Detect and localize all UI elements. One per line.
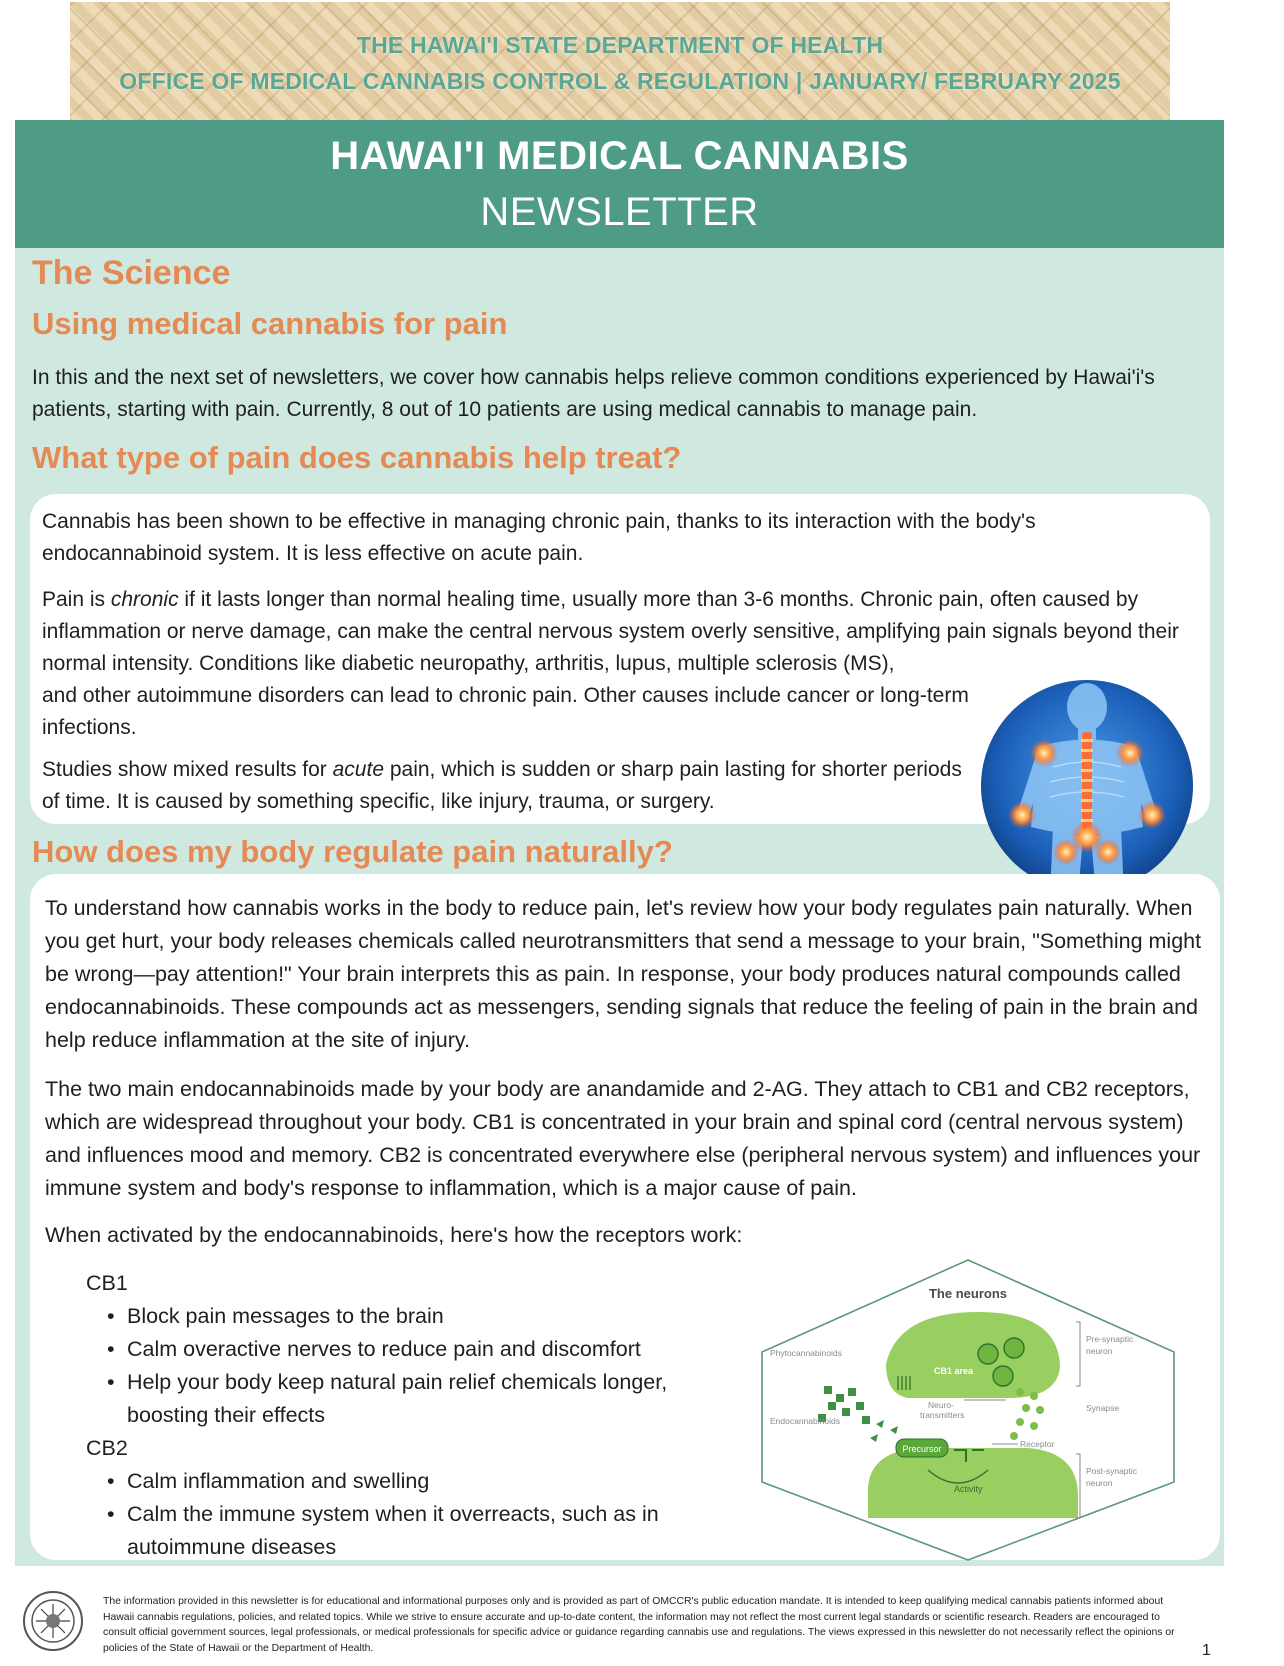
receptor-label: Receptor: [1020, 1439, 1055, 1449]
acute-pre-text: Studies show mixed results for: [42, 758, 333, 781]
precursor-label: Precursor: [902, 1444, 942, 1454]
office-issue-line: OFFICE OF MEDICAL CANNABIS CONTROL & REGULATION | JANUARY/ FEBRUARY 2025: [119, 68, 1121, 94]
neurotransmitters-label-2: transmitters: [920, 1410, 965, 1420]
postsynaptic-label-1: Post-synaptic: [1086, 1466, 1138, 1476]
pain-type-heading: What type of pain does cannabis help treat?: [32, 440, 682, 475]
newsletter-title: HAWAI'I MEDICAL CANNABIS: [330, 134, 909, 178]
list-item: • Help your body keep natural pain relief chemicals longer, boosting their effects: [105, 1366, 725, 1432]
chronic-emphasis: chronic: [110, 588, 179, 611]
cb1-area-label: CB1 area: [934, 1366, 974, 1376]
chronic-pain-paragraph-end: and other autoimmune disorders can lead to chronic pain. Other causes include cancer or long-term infections.: [42, 684, 969, 739]
body-pain-illustration: [978, 677, 1196, 895]
state-seal-icon: [22, 1590, 84, 1652]
postsynaptic-label-2: neuron: [1086, 1478, 1113, 1488]
department-name: THE HAWAI'I STATE DEPARTMENT OF HEALTH: [356, 32, 884, 58]
regulation-paragraph-1: To understand how cannabis works in the body to reduce pain, let's review how your body regulates pain naturally. When you get hurt, your body releases chemicals called neurotransmitters that send a message to your brain, "Something might be wrong—pay attention!" Your brain interprets this as pain. In response, your body produces natural compounds called endocannabinoids. These compounds act as messengers, sending signals that reduce the feeling of pain in the brain and help reduce inflammation at the site of injury.: [45, 896, 1202, 1052]
acute-emphasis: acute: [332, 758, 384, 781]
cb1-list: [105, 1300, 725, 1432]
intro-paragraph: In this and the next set of newsletters, we cover how cannabis helps relieve common conditions experienced by Hawai'i's patients, starting with pain. Currently, 8 out of 10 patients are using medical cannabis to manage pain.: [32, 366, 1155, 421]
chronic-pain-paragraph: [42, 584, 1192, 680]
regulation-paragraph-2: The two main endocannabinoids made by your body are anandamide and 2-AG. They attach to CB1 and CB2 receptors, which are widespread throughout your body. CB1 is concentrated in your brain and spinal cord (central nervous system) and influences mood and memory. CB2 is concentrated everywhere else (peripheral nervous system) and influences your immune system and body's response to inflammation, which is a major cause of pain.: [45, 1077, 1201, 1200]
neurotransmitters-label-1: Neuro-: [928, 1400, 954, 1410]
regulation-paragraph-3: When activated by the endocannabinoids, here's how the receptors work:: [45, 1223, 743, 1247]
presynaptic-label-1: Pre-synaptic: [1086, 1334, 1134, 1344]
footer-disclaimer: The information provided in this newsletter is for educational and informational purposes only and is provided as part of OMCCR's public education mandate. It is intended to keep qualifying medical cannabis patients informed about Hawaii cannabis regulations, policies, and related topics. While we strive to ensure accurate and up-to-date content, the information may not reflect the most current legal standards or scientific research. Readers are encouraged to consult official government sources, legal professionals, or medical professionals for specific advice or guidance regarding cannabis use and regulations. The views expressed in this newsletter do not necessarily reflect the opinions or policies of the State of Hawaii or the Department of Health.: [103, 1596, 1175, 1654]
postsynaptic-shape: [868, 1448, 1078, 1518]
page-number: 1: [1202, 1642, 1211, 1659]
list-item: • Calm the immune system when it overreacts, such as in autoimmune diseases: [105, 1498, 725, 1564]
synapse-label: Synapse: [1086, 1403, 1120, 1413]
cb2-label: CB2: [86, 1436, 128, 1460]
acute-pain-paragraph: [42, 754, 972, 818]
article-title: Using medical cannabis for pain: [32, 306, 508, 341]
pain-type-paragraph-1: Cannabis has been shown to be effective in managing chronic pain, thanks to its interaction with the body's endocannabinoid system. It is less effective on acute pain.: [42, 510, 1036, 565]
list-item: • Calm overactive nerves to reduce pain and discomfort: [105, 1333, 725, 1366]
header-banner: [70, 2, 1170, 120]
phytocannabinoids-label: Phytocannabinoids: [770, 1348, 842, 1358]
list-item: • Block pain messages to the brain: [105, 1300, 725, 1333]
neurons-diagram: [758, 1256, 1178, 1564]
activity-label: Activity: [954, 1484, 983, 1494]
endocannabinoids-label: Endocannabinoids: [770, 1416, 840, 1426]
chronic-pre-text: Pain is: [42, 588, 111, 611]
presynaptic-label-2: neuron: [1086, 1346, 1113, 1356]
section-title-science: The Science: [32, 254, 231, 292]
cb1-label: CB1: [86, 1271, 128, 1295]
cb2-list: [105, 1465, 725, 1564]
diagram-title: The neurons: [928, 1286, 1008, 1301]
newsletter-subtitle: NEWSLETTER: [480, 190, 759, 234]
chronic-post-text: if it lasts longer than normal healing time, usually more than 3-6 months. Chronic pain, often caused by inflammation or nerve damage, can make the central nervous system overly sensitive, amplifying pain signals beyond their normal intensity. Conditions like diabetic neuropathy, arthritis, lupus, multiple sclerosis (MS),: [42, 588, 1179, 675]
list-item: • Calm inflammation and swelling: [105, 1465, 725, 1498]
acute-post-text: pain, which is sudden or sharp pain lasting for shorter periods of time. It is caused by something specific, like injury, trauma, or surgery.: [42, 758, 962, 813]
regulation-heading: How does my body regulate pain naturally?: [32, 834, 673, 869]
newsletter-title-bar: [15, 120, 1224, 248]
